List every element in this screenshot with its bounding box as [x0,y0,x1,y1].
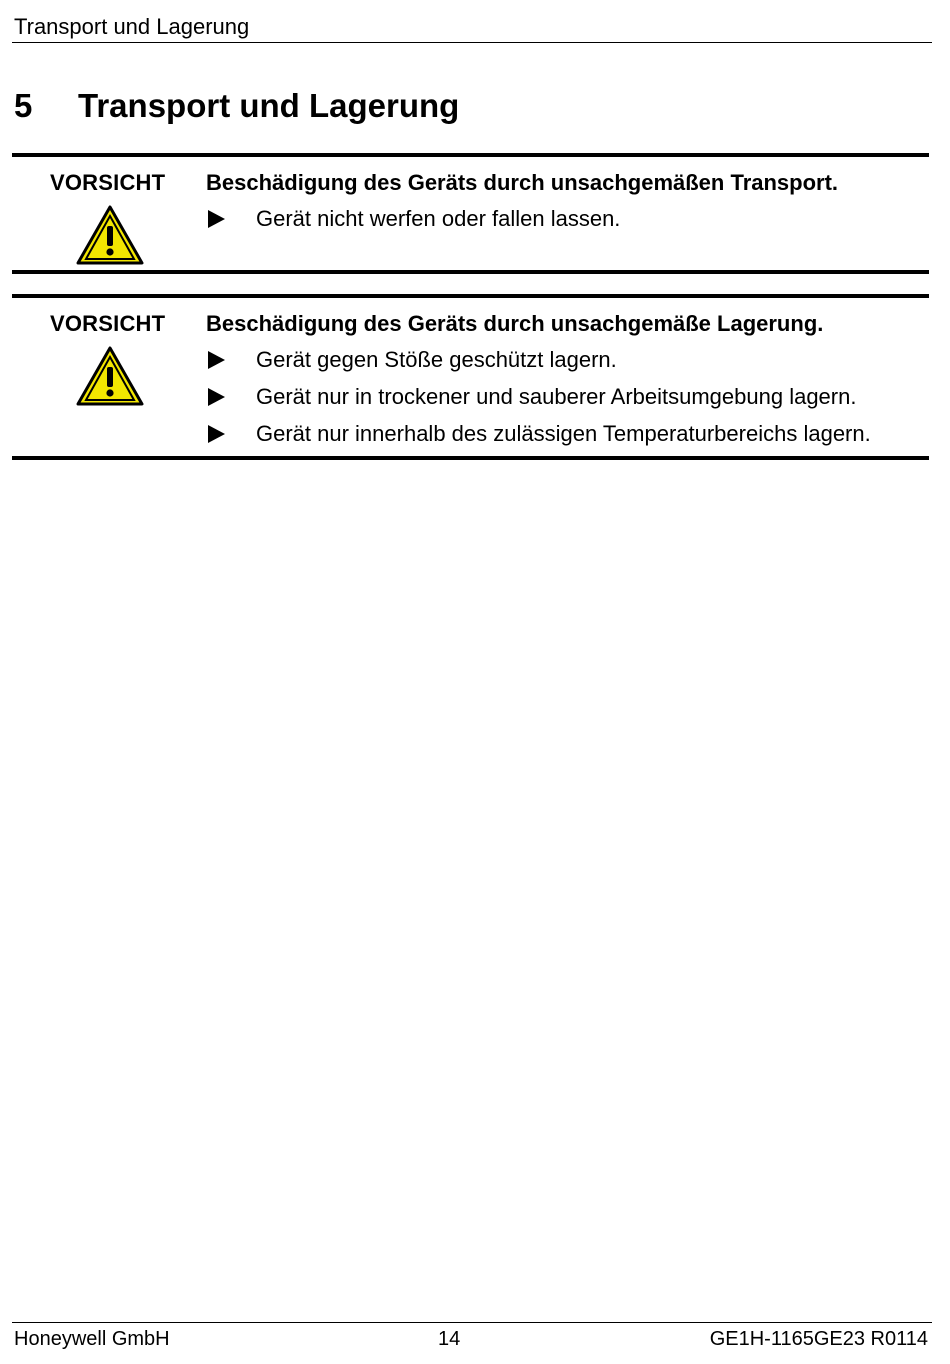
warning-triangle-icon [76,346,144,406]
bullet-arrow-icon [208,388,225,406]
instruction-text: Gerät nur innerhalb des zulässigen Temperaturbereichs lagern. [256,421,871,446]
list-item [206,383,871,420]
bullet-arrow-icon [208,210,225,228]
instruction-text: Gerät nicht werfen oder fallen lassen. [256,206,621,231]
running-header: Transport und Lagerung [14,14,250,39]
header-rule [12,42,932,43]
list-item [206,346,871,383]
footer-document-id: GE1H-1165GE23 R0114 [709,1328,928,1350]
warning-box-storage [12,294,929,460]
list-item [206,205,620,242]
warning-title: Beschädigung des Geräts durch unsachgemäße Lagerung. [206,311,824,336]
section-title: Transport und Lagerung [78,87,460,124]
warning-instructions [206,205,620,242]
list-item [206,420,871,457]
bullet-arrow-icon [208,425,225,443]
bullet-arrow-icon [208,351,225,369]
footer-company: Honeywell GmbH [14,1328,170,1350]
warning-box-transport [12,153,929,274]
warning-triangle-icon [76,205,144,265]
section-heading [14,86,459,126]
warning-instructions [206,346,871,457]
signal-word: VORSICHT [50,170,166,195]
instruction-text: Gerät nur in trockener und sauberer Arbeitsumgebung lagern. [256,384,857,409]
warning-title: Beschädigung des Geräts durch unsachgemäßen Transport. [206,170,839,195]
signal-word: VORSICHT [50,311,166,336]
footer-rule [12,1322,932,1323]
instruction-text: Gerät gegen Stöße geschützt lagern. [256,347,617,372]
section-number: 5 [14,87,33,124]
footer-page-number: 14 [438,1328,461,1350]
